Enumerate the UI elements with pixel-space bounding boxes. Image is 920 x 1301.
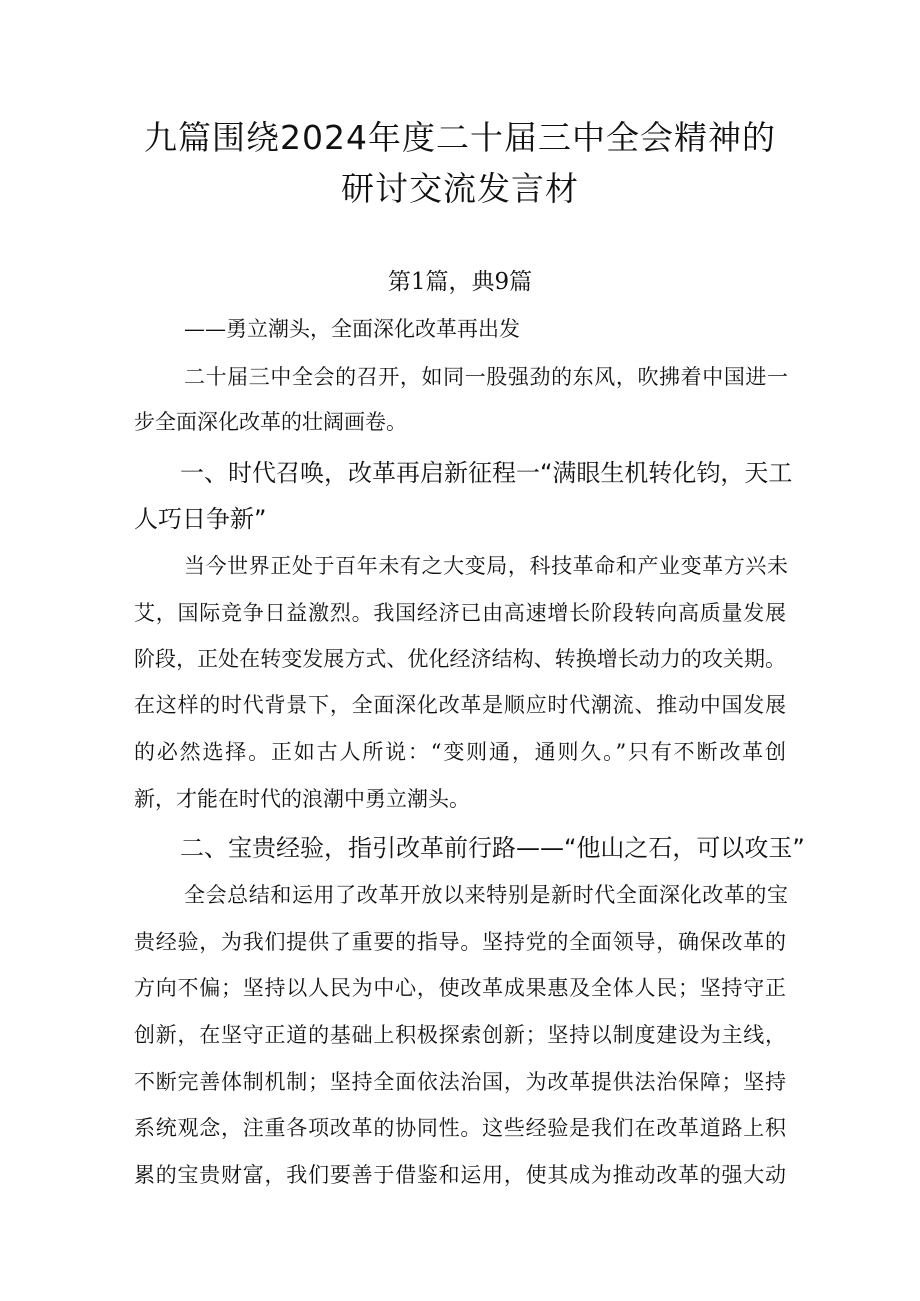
section2-body-line-5: 不断完善体制机制；坚持全面依法治国，为改革提供法治保障；坚持 (134, 1070, 786, 1094)
section1-body-line-1: 当今世界正处于百年未有之大变局，科技革命和产业变革方兴未 (184, 554, 788, 578)
section1-body-line-3: 阶段，正处在转变发展方式、优化经济结构、转换增长动力的攻关期。 (134, 647, 786, 671)
section1-body-line-4: 在这样的时代背景下，全面深化改革是顺应时代潮流、推动中国发展 (134, 693, 786, 717)
section2-body-line-2: 贵经验，为我们提供了重要的指导。坚持党的全面领导，确保改革的 (134, 930, 786, 954)
section1-body-line-6: 新，才能在时代的浪潮中勇立潮头。 (134, 787, 470, 811)
tagline: ——勇立潮头，全面深化改革再出发 (184, 317, 520, 341)
section2-body-line-4: 创新，在坚守正道的基础上积极探索创新；坚持以制度建设为主线， (134, 1023, 786, 1047)
section1-heading-line-2: 人巧日争新” (134, 505, 267, 533)
section2-body-line-6: 系统观念，注重各项改革的协同性。这些经验是我们在改革道路上积 (134, 1116, 786, 1140)
section2-body-line-1: 全会总结和运用了改革开放以来特别是新时代全面深化改革的宝 (184, 883, 788, 907)
section1-body-line-2: 艾，国际竞争日益激烈。我国经济已由高速增长阶段转向高质量发展 (134, 601, 786, 625)
document-title-line-1: 九篇围绕2024年度二十届三中全会精神的 (144, 118, 776, 157)
section2-heading: 二、宝贵经验，指引改革前行路——“他山之石，可以攻玉” (180, 834, 805, 862)
section1-body-line-5: 的必然选择。正如古人所说：“变则通，通则久。”只有不断改革创 (134, 740, 786, 764)
document-title-line-2: 研讨交流发言材 (341, 169, 579, 208)
section1-heading-line-1: 一、时代召唤，改革再启新征程一“满眼生机转化钧，天工 (180, 459, 793, 487)
section2-body-line-3: 方向不偏；坚持以人民为中心，使改革成果惠及全体人民；坚持守正 (134, 976, 786, 1000)
section2-body-line-7: 累的宝贵财富，我们要善于借鉴和运用，使其成为推动改革的强大动 (134, 1163, 786, 1187)
document-subtitle: 第1篇，典9篇 (387, 269, 533, 295)
intro-line-2: 步全面深化改革的壮阔画卷。 (134, 410, 407, 434)
intro-line-1: 二十届三中全会的召开，如同一股强劲的东风，吹拂着中国进一 (184, 365, 788, 389)
